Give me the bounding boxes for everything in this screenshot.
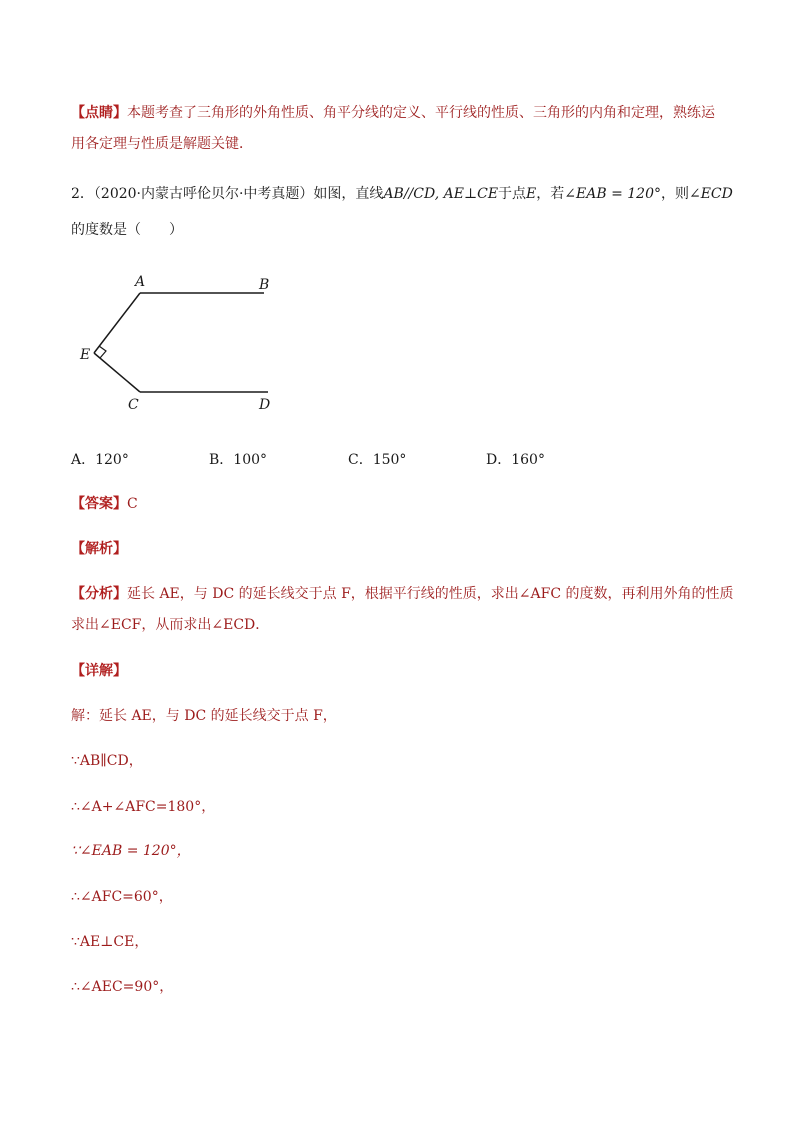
- label-e: E: [80, 347, 91, 363]
- option-a: A．120°: [71, 452, 129, 468]
- option-d: D．160°: [486, 452, 545, 468]
- step-4-math: ∵∠EAB = 120°，: [71, 843, 191, 859]
- question-math-4: ∠ECD: [688, 186, 733, 202]
- step-3: ∴∠A+∠AFC=180°，: [71, 799, 216, 815]
- question-text-2: 于点: [498, 186, 527, 202]
- question-line-1: [71, 184, 733, 204]
- label-c: C: [128, 397, 139, 413]
- option-b: B．100°: [209, 452, 268, 468]
- step-5: ∴∠AFC=60°，: [71, 889, 173, 905]
- question-math-3: ∠EAB = 120°: [564, 186, 661, 202]
- question-math-2: E: [526, 186, 537, 202]
- dianjing-line-2: 用各定理与性质是解题关键．: [71, 136, 253, 152]
- dianjing-line-1: [71, 103, 715, 123]
- segment-ae: [94, 293, 140, 353]
- step-6: ∵AE⊥CE，: [71, 934, 149, 950]
- dianjing-tag: 【点睛】: [71, 105, 127, 121]
- answer-value: C: [127, 496, 138, 512]
- step-4: [71, 841, 191, 861]
- question-text-4: ，则: [660, 186, 689, 202]
- xiangjie-tag: 【详解】: [71, 663, 127, 679]
- option-c: C．150°: [348, 452, 407, 468]
- fenxi-line-2: 求出∠ECF，从而求出∠ECD．: [71, 617, 270, 633]
- fenxi-line-1: [71, 584, 734, 604]
- geometry-figure: [70, 266, 290, 426]
- question-math-1: AB//CD, AE⊥CE: [383, 186, 499, 202]
- label-b: B: [259, 277, 270, 293]
- fenxi-text-1: 延长 AE，与 DC 的延长线交于点 F，根据平行线的性质，求出∠AFC 的度数，再利用外角的性质: [127, 586, 734, 602]
- answer-line: [71, 494, 138, 514]
- question-line-2: 的度数是（ ）: [71, 222, 183, 238]
- answer-tag: 【答案】: [71, 496, 127, 512]
- right-angle-mark: [99, 346, 106, 358]
- label-a: A: [135, 274, 146, 290]
- step-1: 解：延长 AE，与 DC 的延长线交于点 F，: [71, 708, 337, 724]
- segment-ec: [94, 353, 140, 392]
- dianjing-text-1: 本题考查了三角形的外角性质、角平分线的定义、平行线的性质、三角形的内角和定理，熟练运: [127, 105, 715, 121]
- step-2: ∵AB∥CD，: [71, 753, 143, 769]
- question-prefix: 2．（2020·内蒙古呼伦贝尔·中考真题）如图，直线: [71, 186, 384, 202]
- fenxi-tag: 【分析】: [71, 586, 127, 602]
- question-text-3: ，若: [536, 186, 565, 202]
- step-7: ∴∠AEC=90°，: [71, 979, 174, 995]
- label-d: D: [259, 397, 271, 413]
- jiexi-tag: 【解析】: [71, 541, 127, 557]
